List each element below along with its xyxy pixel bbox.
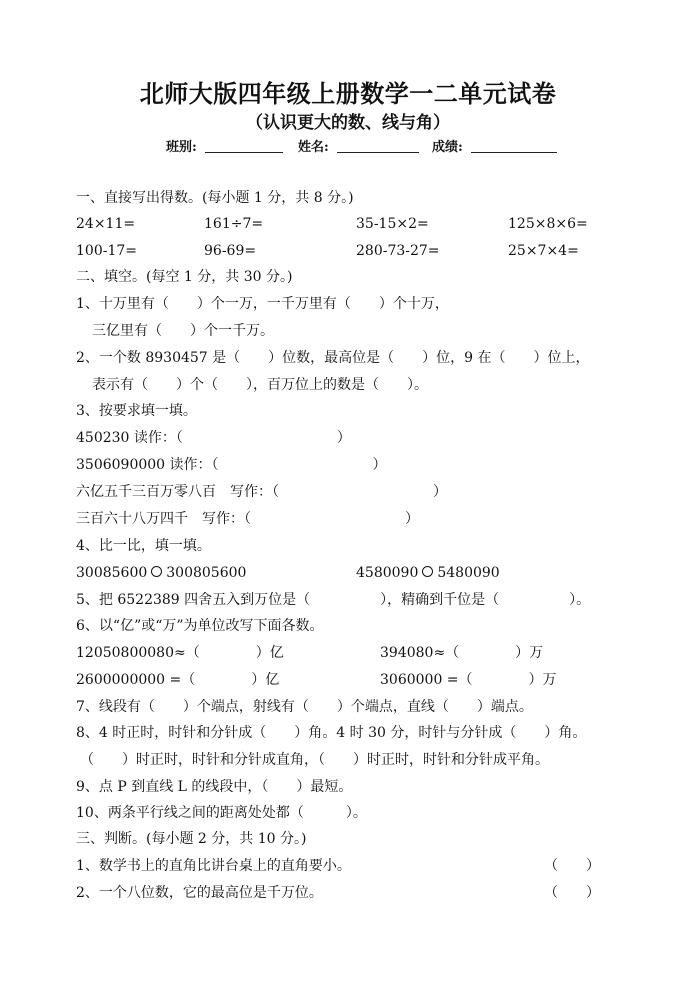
page-subtitle: （认识更大的数、线与角）: [246, 113, 450, 133]
question-2-5: 5、把 6522389 四舍五入到万位是（ ），精确到千位是（ ）。: [76, 592, 591, 608]
question-2-6a: 12050800080≈（ ）亿: [76, 645, 284, 661]
judge-answer-bracket[interactable]: （ ）: [544, 885, 600, 901]
page-title: 北师大版四年级上册数学一二单元试卷: [139, 79, 557, 108]
compare-circle-icon[interactable]: [422, 566, 433, 577]
compare-left: 4580090: [356, 565, 419, 581]
score-field[interactable]: [432, 136, 557, 155]
judge-answer-bracket[interactable]: （ ）: [544, 858, 600, 874]
section1-heading: 一、直接写出得数。(每小题 1 分，共 8 分。): [76, 190, 354, 206]
question-2-3d: 三百六十八万四千 写作：（ ）: [76, 511, 419, 527]
name-blank[interactable]: [337, 138, 419, 153]
score-label: 成绩:: [432, 140, 463, 155]
section2-heading: 二、填空。(每空 1 分，共 30 分。): [76, 269, 293, 285]
class-blank[interactable]: [205, 138, 283, 153]
question-2-3c: 六亿五千三百万零八百 写作：（ ）: [76, 484, 447, 500]
compare-circle-icon[interactable]: [151, 566, 162, 577]
question-2-3b: 3506090000 读作：（ ）: [76, 457, 387, 473]
question-2-9: 9、点 P 到直线 L 的线段中，（ ）最短。: [76, 779, 353, 795]
calc-item: 24×11=: [76, 216, 136, 232]
judge-question-1: 1、数学书上的直角比讲台桌上的直角要小。: [76, 858, 351, 874]
question-2-3a: 450230 读作：（ ）: [76, 430, 351, 446]
compare-left: 30085600: [76, 565, 148, 581]
question-2-6: 6、以“亿”或“万”为单位改写下面各数。: [76, 618, 324, 634]
compare-item-1: [76, 563, 246, 583]
compare-right: 5480090: [437, 565, 500, 581]
calc-item: 100-17=: [76, 243, 137, 259]
question-2-6b: 394080≈（ ）万: [380, 645, 544, 661]
class-label: 班别:: [166, 140, 197, 155]
class-field[interactable]: [166, 136, 283, 155]
compare-item-2: [356, 563, 500, 583]
question-2-2-line2: 表示有（ ）个（ ），百万位上的数是（ ）。: [92, 377, 428, 393]
question-2-1-line1: 1、十万里有（ ）个一万，一千万里有（ ）个十万，: [76, 296, 449, 312]
question-2-6d: 3060000 =（ ）万: [380, 672, 557, 688]
question-2-10: 10、两条平行线之间的距离处处都（ ）。: [76, 805, 367, 821]
score-blank[interactable]: [471, 138, 557, 153]
judge-question-2: 2、一个八位数，它的最高位是千万位。: [76, 885, 323, 901]
calc-item: 96-69=: [204, 243, 257, 259]
question-2-8-line2: （ ）时正时，时针和分针成直角，（ ）时正时，时针和分针成平角。: [80, 752, 549, 768]
name-field[interactable]: [298, 136, 419, 155]
question-2-2-line1: 2、一个数 8930457 是（ ）位数，最高位是（ ）位，9 在（ ）位上，: [76, 350, 590, 366]
calc-item: 25×7×4=: [508, 243, 579, 259]
name-label: 姓名:: [298, 140, 329, 155]
calc-item: 125×8×6=: [508, 216, 588, 232]
question-2-7: 7、线段有（ ）个端点，射线有（ ）个端点，直线（ ）端点。: [76, 699, 533, 715]
question-2-6c: 2600000000 =（ ）亿: [76, 672, 280, 688]
compare-right: 300805600: [166, 565, 247, 581]
calc-item: 280-73-27=: [356, 243, 440, 259]
section3-heading: 三、判断。(每小题 2 分，共 10 分。): [76, 831, 307, 847]
calc-item: 161÷7=: [204, 216, 264, 232]
question-2-4: 4、比一比，填一填。: [76, 538, 211, 554]
question-2-3: 3、按要求填一填。: [76, 403, 197, 419]
calc-item: 35-15×2=: [356, 216, 429, 232]
question-2-1-line2: 三亿里有（ ）个一千万。: [92, 323, 274, 339]
question-2-8-line1: 8、4 时正时，时针和分针成（ ）角。4 时 30 分，时针与分针成（ ）角。: [76, 725, 587, 741]
